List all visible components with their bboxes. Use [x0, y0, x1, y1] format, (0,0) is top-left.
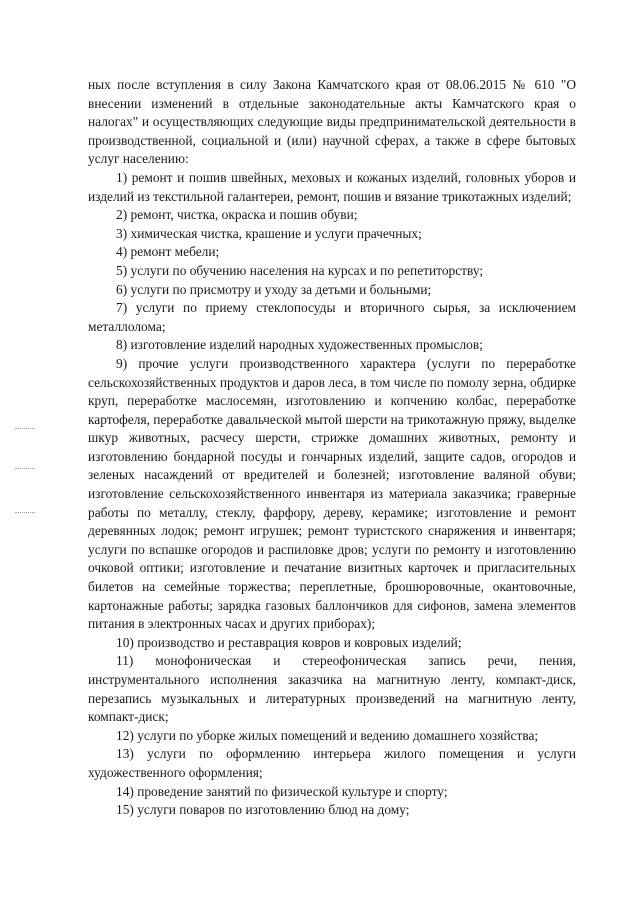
list-item: 5) услуги по обучению населения на курсах и по репетиторству; — [116, 262, 484, 278]
list-item: 6) услуги по присмотру и уходу за детьми и больными; — [116, 281, 432, 297]
document-page — [88, 76, 576, 820]
list-item: 1) ремонт и пошив швейных, меховых и кожаных изделий, головных уборов и изделий из текстильной галантереи, ремонт, пошив и вязание трикотажных изделий; — [88, 169, 576, 204]
list-item: 11) монофоническая и стереофоническая запись речи, пения, инструментального исполнения заказчика на магнитную ленту, компакт-диск, перезапись музыкальных и литературных произведений на магнитную ленту, компакт-диск; — [88, 653, 576, 725]
list-item: 12) услуги по уборке жилых помещений и ведению домашнего хозяйства; — [116, 727, 539, 743]
list-item: 7) услуги по приему стеклопосуды и вторичного сырья, за исключением металлолома; — [88, 300, 576, 334]
list-item: 14) проведение занятий по физической культуре и спорту; — [116, 783, 448, 799]
list-item: 3) химическая чистка, крашение и услуги прачечных; — [116, 225, 422, 241]
margin-mark — [15, 468, 35, 472]
list-item: 9) прочие услуги производственного характера (услуги по переработке сельскохозяйственных продуктов и даров леса, в том числе по помолу зерна, обдирке круп, переработке маслосемян, изготовлению и копчению колбас, переработке картофеля, переработке давальческой мытой шерсти на трикотажную пряжу, выделке шкур животных, расчесу шерсти, стрижке домашних животных, ремонту и изготовлению бондарной посуды и гончарных изделий, защите садов, огородов и зеленых насаждений от вредителей и болезней; изготовление валяной обуви; изготовление сельскохозяйственного инвентаря из материала заказчика; граверные работы по металлу, стеклу, фарфору, дереву, керамике; изготовление и ремонт деревянных лодок; ремонт игрушек; ремонт туристского снаряжения и инвентаря; услуги по вспашке огородов и распиловке дров; услуги по ремонту и изготовлению очковой оптики; изготовление и печатание визитных карточек и пригласительных билетов на семейные торжества; переплетные, брошюровочные, окантовочные, картонажные работы; зарядка газовых баллончиков для сифонов, замена элементов питания в электронных часах и других приборах); — [88, 355, 576, 632]
list-item: 2) ремонт, чистка, окраска и пошив обуви; — [116, 207, 358, 223]
list-item: 13) услуги по оформлению интерьера жилого помещения и услуги художественного оформления; — [88, 746, 576, 780]
list-item: 15) услуги поваров по изготовлению блюд на дому; — [116, 802, 410, 818]
list-item: 4) ремонт мебели; — [116, 244, 220, 260]
margin-mark — [15, 428, 35, 432]
intro-paragraph: ных после вступления в силу Закона Камчатского края от 08.06.2015 № 610 "О внесении изменений в отдельные законодательные акты Камчатского края о налогах" и осуществляющих следующие виды предпринимательской деятельности в производственной, социальной и (или) научной сферах, а также в сфере бытовых услуг населению: — [88, 77, 576, 167]
list-item: 10) производство и реставрация ковров и ковровых изделий; — [116, 634, 462, 650]
list-item: 8) изготовление изделий народных художественных промыслов; — [116, 337, 483, 353]
margin-mark — [15, 512, 35, 516]
